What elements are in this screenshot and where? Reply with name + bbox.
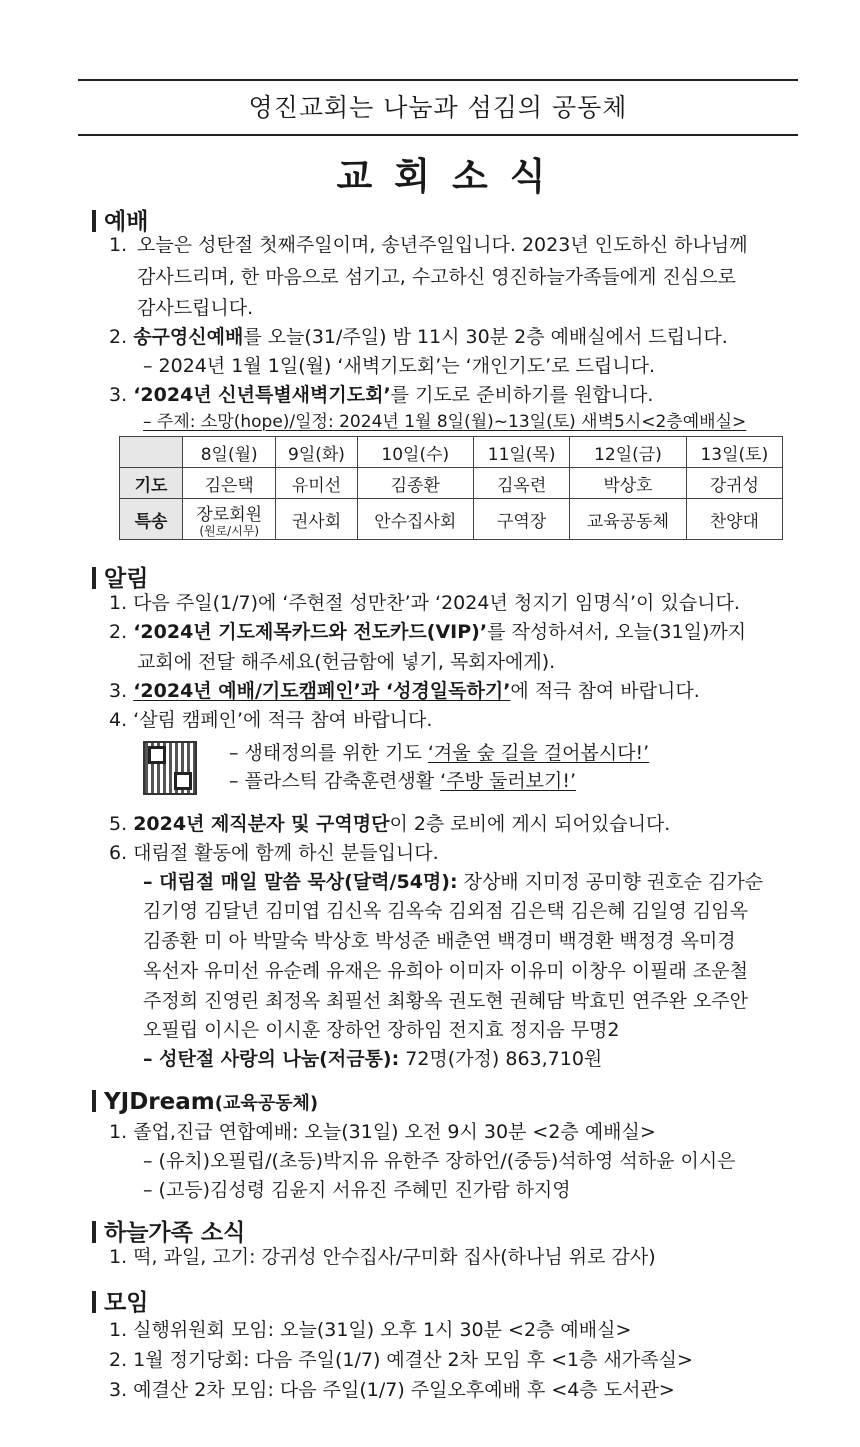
prayer-schedule-table: [119, 436, 783, 540]
prayer-cell: 강귀성: [686, 468, 782, 499]
prayer-cell: 김종환: [357, 468, 473, 499]
bar-icon: [92, 1090, 96, 1112]
music-cell: 찬양대: [686, 499, 782, 540]
section-meetings-heading: 모임: [92, 1284, 148, 1317]
notice-6-sub-2: – 성탄절 사랑의 나눔(저금통): 72명(가정) 863,710원: [143, 1048, 603, 1070]
section-yjdream-heading: YJDream(교육공동체): [92, 1089, 318, 1115]
section-family-heading: 하늘가족 소식: [92, 1214, 245, 1247]
church-motto: 영진교회는 나눔과 섬김의 공동체: [248, 93, 628, 122]
qr-code-icon: [143, 741, 197, 795]
section-notices-heading: 알림: [92, 560, 148, 593]
prayer-cell: 박상호: [570, 468, 686, 499]
family-item-1: 1. 떡, 과일, 고기: 강귀성 안수집사/구미화 집사(하나님 위로 감사): [109, 1246, 656, 1268]
top-rule: [78, 79, 798, 81]
notice-1: 1. 다음 주일(1/7)에 ‘주현절 성만찬’과 ‘2024년 청지기 임명식’이 있습니다.: [109, 592, 740, 614]
music-cell: 장로회원 (원로/시무): [183, 499, 276, 540]
name-list-line: 김종환 미 아 박말숙 박상호 박성준 배춘연 백경미 백경환 백정경 옥미경: [143, 930, 736, 952]
page-title: 교회소식: [336, 155, 568, 198]
notice-4-sub-1: – 생태정의를 위한 기도 ‘겨울 숲 길을 걸어봅시다!’: [229, 742, 650, 764]
table-corner: [120, 437, 183, 468]
yjdream-item-1: 1. 졸업,진급 연합예배: 오늘(31일) 오전 9시 30분 <2층 예배실>: [109, 1121, 656, 1143]
row-label-music: 특송: [120, 499, 183, 540]
day-header: 12일(금): [570, 437, 686, 468]
worship-item-1-line-1: 오늘은 성탄절 첫째주일이며, 송년주일입니다. 2023년 인도하신 하나님께: [137, 234, 748, 256]
row-label-prayer: 기도: [120, 468, 183, 499]
name-list-line: 김기영 김달년 김미엽 김신옥 김옥숙 김외점 김은택 김은혜 김일영 김임옥: [143, 900, 748, 922]
day-header: 9일(화): [276, 437, 357, 468]
day-header: 13일(토): [686, 437, 782, 468]
bar-icon: [92, 1291, 96, 1313]
day-header: 8일(월): [183, 437, 276, 468]
notice-6-sub-1: – 대림절 매일 말씀 묵상(달력/54명): 장상배 지미정 공미향 권호순 김가순: [143, 871, 764, 893]
day-header: 11일(목): [473, 437, 569, 468]
worship-item-1-number: 1.: [109, 234, 128, 256]
notice-5: 5. 2024년 제직분자 및 구역명단이 2층 로비에 게시 되어있습니다.: [109, 813, 671, 835]
prayer-cell: 김옥련: [473, 468, 569, 499]
worship-item-1-line-2: 감사드리며, 한 마음으로 섬기고, 수고하신 영진하늘가족들에게 진심으로: [137, 266, 736, 288]
name-list-line: 주정희 진영린 최정옥 최필선 최황옥 권도현 권혜담 박효민 연주완 오주안: [143, 990, 748, 1012]
meeting-item-1: 1. 실행위원회 모임: 오늘(31일) 오후 1시 30분 <2층 예배실>: [109, 1319, 632, 1341]
bar-icon: [92, 1221, 96, 1243]
music-cell: 안수집사회: [357, 499, 473, 540]
notice-3: 3. ‘2024년 예배/기도캠페인’과 ‘성경일독하기’에 적극 참여 바랍니다.: [109, 680, 700, 702]
notice-4-sub-2: – 플라스틱 감축훈련생활 ‘주방 둘러보기!’: [229, 770, 577, 792]
music-cell: 구역장: [473, 499, 569, 540]
bar-icon: [92, 567, 96, 589]
yjdream-item-1-sub-2: – (고등)김성령 김윤지 서유진 주혜민 진가람 하지영: [143, 1179, 571, 1201]
meeting-item-2: 2. 1월 정기당회: 다음 주일(1/7) 예결산 2차 모임 후 <1층 새가족실>: [109, 1349, 693, 1371]
prayer-cell: 유미선: [276, 468, 357, 499]
notice-2: 2. ‘2024년 기도제목카드와 전도카드(VIP)’를 작성하셔서, 오늘(31일)까지: [109, 621, 747, 643]
worship-item-3-sub: – 주제: 소망(hope)/일정: 2024년 1월 8일(월)~13일(토) 새벽5시<2층예배실>: [143, 412, 747, 432]
motto-rule: [78, 134, 798, 136]
music-cell: 권사회: [276, 499, 357, 540]
notice-2-line-2: 교회에 전달 해주세요(헌금함에 넣기, 목회자에게).: [137, 651, 556, 673]
section-worship-heading: 예배: [92, 203, 148, 236]
notice-6: 6. 대림절 활동에 함께 하신 분들입니다.: [109, 842, 439, 864]
yjdream-item-1-sub-1: – (유치)오필립/(초등)박지유 유한주 장하언/(중등)석하영 석하윤 이시은: [143, 1150, 736, 1172]
name-list-line: 오필립 이시은 이시훈 장하언 장하임 전지효 정지음 무명2: [143, 1019, 620, 1041]
bar-icon: [92, 210, 96, 232]
worship-item-2-sub: – 2024년 1월 1일(월) ‘새벽기도회’는 ‘개인기도’로 드립니다.: [143, 355, 656, 377]
name-list-line: 옥선자 유미선 유순례 유재은 유희아 이미자 이유미 이창우 이필래 조운철: [143, 960, 748, 982]
music-cell: 교육공동체: [570, 499, 686, 540]
worship-item-2: 2. 송구영신예배를 오늘(31/주일) 밤 11시 30분 2층 예배실에서 드립니다.: [109, 326, 728, 348]
notice-4: 4. ‘살림 캠페인’에 적극 참여 바랍니다.: [109, 709, 433, 731]
worship-item-1-line-3: 감사드립니다.: [137, 297, 254, 319]
worship-item-3: 3. ‘2024년 신년특별새벽기도회’를 기도로 준비하기를 원합니다.: [109, 384, 654, 406]
day-header: 10일(수): [357, 437, 473, 468]
meeting-item-3: 3. 예결산 2차 모임: 다음 주일(1/7) 주일오후예배 후 <4층 도서관>: [109, 1379, 675, 1401]
prayer-cell: 김은택: [183, 468, 276, 499]
